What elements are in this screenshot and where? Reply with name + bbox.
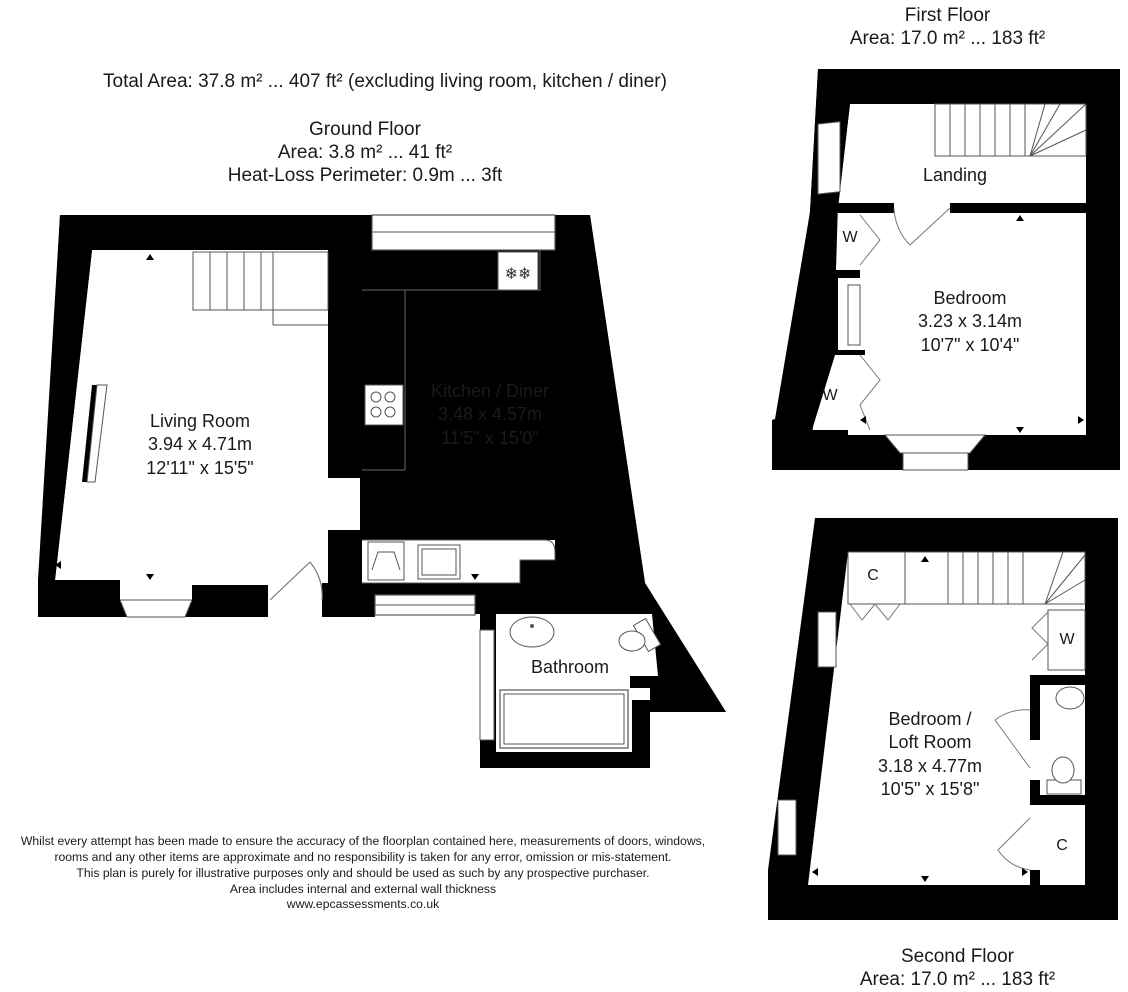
door-icon	[998, 818, 1030, 870]
landing-partition-left	[836, 203, 894, 213]
ground-floor-area: Area: 3.8 m² ... 41 ft²	[277, 142, 453, 164]
disclaimer-line: This plan is purely for illustrative purposes only and should be used as such by any prospective purchaser.	[76, 865, 650, 880]
second-bedroom-label	[850, 708, 1010, 802]
second-floor-area: Area: 17.0 m² ... 183 ft²	[859, 969, 1056, 991]
disclaimer-line: Whilst every attempt has been made to ensure the accuracy of the floorplan contained here, measurements of doors, windows,	[20, 834, 706, 848]
ground-floor-plan	[38, 215, 726, 768]
landing-label: Landing	[922, 165, 988, 185]
first-floor-heading	[820, 4, 1075, 50]
basin-icon	[1056, 687, 1084, 709]
living-left-wall	[38, 215, 92, 580]
second-bedroom-imperial: 10'5" x 15'8"	[880, 779, 980, 800]
door-icon	[850, 604, 900, 620]
stairs-icon	[905, 552, 1085, 604]
window-icon	[903, 453, 968, 470]
bay-window-icon	[885, 435, 985, 453]
first-floor-title: First Floor	[904, 5, 991, 26]
hob-icon	[365, 385, 403, 425]
first-bedroom-metric: 3.23 x 3.14m	[917, 311, 1023, 332]
fireplace-icon	[848, 285, 860, 345]
disclaimer-line: rooms and any other items are approximate and no responsibility is taken for any error, omission or mis-statement.	[54, 849, 672, 864]
door-icon	[894, 208, 950, 245]
ground-floor-title: Ground Floor	[309, 119, 421, 140]
toilet-icon	[1047, 757, 1081, 794]
ground-floor-heading	[180, 118, 550, 188]
bath-icon	[500, 690, 628, 748]
kitchen-bottom-stub	[520, 560, 555, 583]
second-bedroom-name-1: Bedroom /	[888, 709, 972, 729]
landing-partition-right	[950, 203, 1086, 213]
ground-floor-perimeter: Heat-Loss Perimeter: 0.9m ... 3ft	[227, 165, 503, 187]
second-bedroom-name-2: Loft Room	[888, 732, 972, 753]
living-room-label	[110, 410, 290, 480]
basin-tap	[530, 624, 534, 628]
first-bedroom-label	[885, 287, 1055, 357]
door-icon	[270, 562, 322, 600]
first-floor-plan	[772, 69, 1120, 470]
ground-top-wall-left	[60, 215, 372, 250]
window-icon	[818, 122, 840, 194]
kitchen-label	[400, 380, 580, 450]
window-icon	[480, 630, 494, 740]
bathroom-label: Bathroom	[530, 657, 610, 677]
kitchen-metric: 3.48 x 4.57m	[437, 404, 543, 425]
window-icon	[778, 800, 796, 855]
living-room-imperial: 12'11" x 15'5"	[146, 457, 254, 478]
disclaimer-website: www.epcassessments.co.uk	[286, 897, 440, 912]
stairs-icon	[193, 252, 328, 325]
sink-icon	[418, 545, 460, 579]
door-icon	[1032, 612, 1048, 660]
cupboard-label-2: C	[1056, 837, 1068, 854]
disclaimer	[0, 834, 726, 913]
kitchen-name: Kitchen / Diner	[430, 381, 550, 401]
stairs-icon	[935, 104, 1086, 156]
first-floor-area: Area: 17.0 m² ... 183 ft²	[849, 28, 1046, 50]
wardrobe-label-3: W	[1059, 631, 1075, 648]
second-floor-heading	[820, 945, 1095, 991]
wardrobe-label-2: W	[822, 387, 838, 404]
kitchen-imperial: 11'5" x 15'0"	[441, 427, 539, 448]
cupboard-label-1: C	[867, 567, 879, 584]
first-bedroom-imperial: 10'7" x 10'4"	[920, 334, 1020, 355]
living-room-name: Living Room	[149, 411, 251, 431]
second-floor-title: Second Floor	[900, 946, 1014, 967]
bay-window-icon	[120, 600, 192, 617]
second-floor-partition	[1030, 675, 1040, 740]
basin-icon	[510, 617, 554, 647]
wardrobe-label-1: W	[842, 229, 858, 246]
second-floor-partition	[1030, 780, 1040, 805]
disclaimer-line: Area includes internal and external wall thickness	[229, 881, 497, 896]
total-area-text: Total Area: 37.8 m² ... 407 ft² (excluding living room, kitchen / diner)	[103, 71, 667, 92]
living-room-metric: 3.94 x 4.71m	[147, 434, 253, 455]
fridge-freezer-symbol: ❄❄	[504, 264, 532, 283]
first-bedroom-name: Bedroom	[933, 288, 1007, 308]
window-icon	[818, 612, 836, 667]
washing-machine-icon	[368, 542, 404, 580]
second-bedroom-metric: 3.18 x 4.77m	[877, 755, 983, 776]
